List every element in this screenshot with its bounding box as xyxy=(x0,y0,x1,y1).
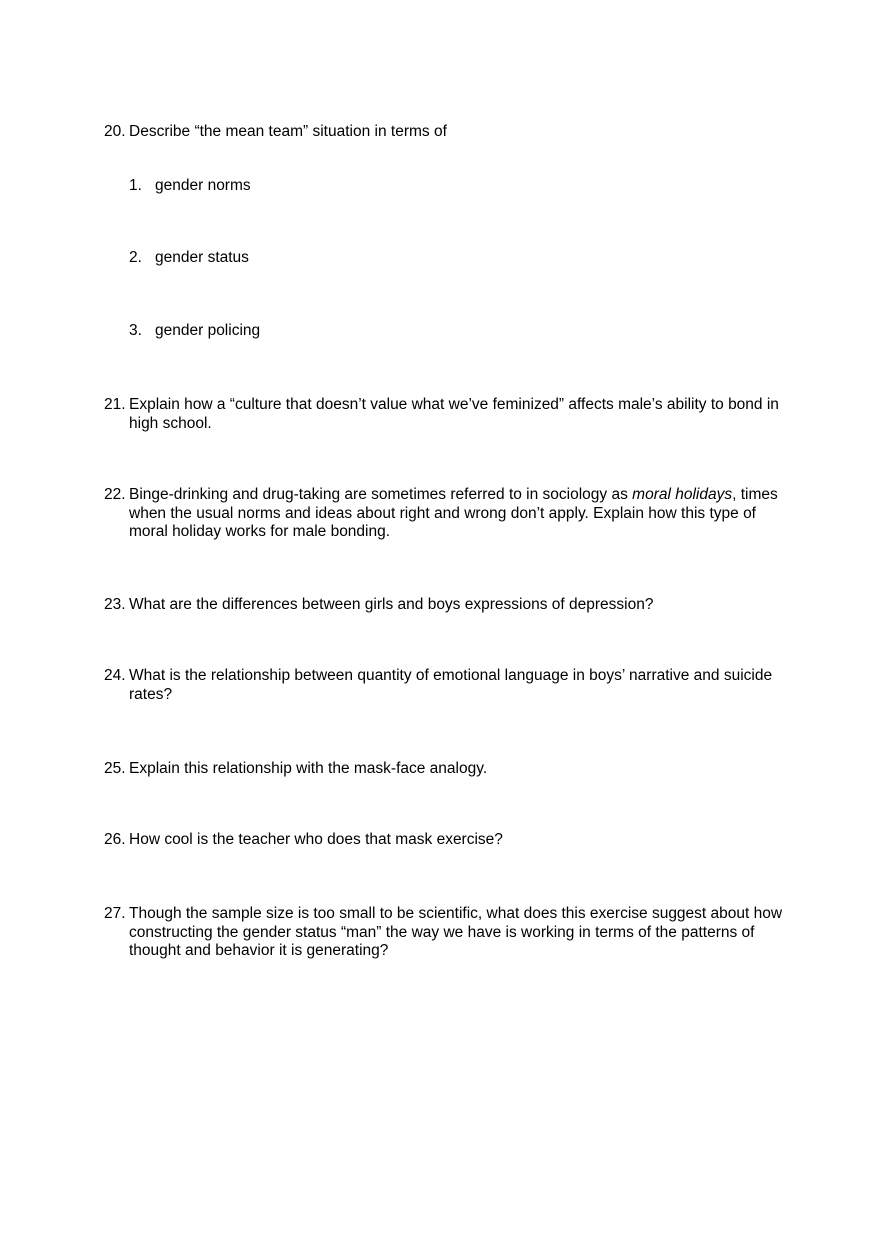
question-number: 26. xyxy=(104,831,126,848)
question-22 xyxy=(104,486,784,542)
question-number: 21. xyxy=(104,396,126,413)
sub-item-gender-status xyxy=(129,249,249,268)
sub-item-number: 1. xyxy=(129,177,142,194)
question-text: Describe “the mean team” situation in terms of xyxy=(129,123,447,140)
question-text: Explain this relationship with the mask-face analogy. xyxy=(129,760,488,777)
question-text: What is the relationship between quantity of emotional language in boys’ narrative and suicide rates? xyxy=(129,667,773,703)
sub-item-text: gender policing xyxy=(155,322,261,339)
sub-item-text: gender norms xyxy=(155,177,251,194)
question-number: 24. xyxy=(104,667,126,684)
question-23 xyxy=(104,596,784,615)
question-24 xyxy=(104,667,784,704)
question-number: 22. xyxy=(104,486,126,503)
sub-item-gender-policing xyxy=(129,322,260,341)
sub-item-text: gender status xyxy=(155,249,249,266)
question-27 xyxy=(104,905,784,961)
question-number: 23. xyxy=(104,596,126,613)
question-21 xyxy=(104,396,784,433)
question-text-end: , times when the usual norms and ideas about right and wrong don’t apply. Explain how this type of moral holiday works for male bonding. xyxy=(129,486,778,540)
sub-item-number: 2. xyxy=(129,249,142,266)
question-text: Explain how a “culture that doesn’t value what we’ve feminized” affects male’s ability to bond in high school. xyxy=(129,396,779,432)
question-text xyxy=(129,486,784,542)
term-moral-holidays: moral holidays xyxy=(632,486,733,503)
question-number: 27. xyxy=(104,905,126,922)
question-25 xyxy=(104,760,784,779)
question-number: 25. xyxy=(104,760,126,777)
question-text-start: Binge-drinking and drug-taking are sometimes referred to in sociology as xyxy=(129,486,633,503)
question-20 xyxy=(104,123,784,142)
question-text: Though the sample size is too small to be scientific, what does this exercise suggest about how constructing the gender status “man” the way we have is working in terms of the patterns of thought and behavior it is generating? xyxy=(129,905,783,959)
question-text: What are the differences between girls and boys expressions of depression? xyxy=(129,596,654,613)
question-26 xyxy=(104,831,784,850)
sub-item-gender-norms xyxy=(129,177,251,196)
question-number: 20. xyxy=(104,123,126,140)
sub-item-number: 3. xyxy=(129,322,142,339)
question-text: How cool is the teacher who does that mask exercise? xyxy=(129,831,503,848)
